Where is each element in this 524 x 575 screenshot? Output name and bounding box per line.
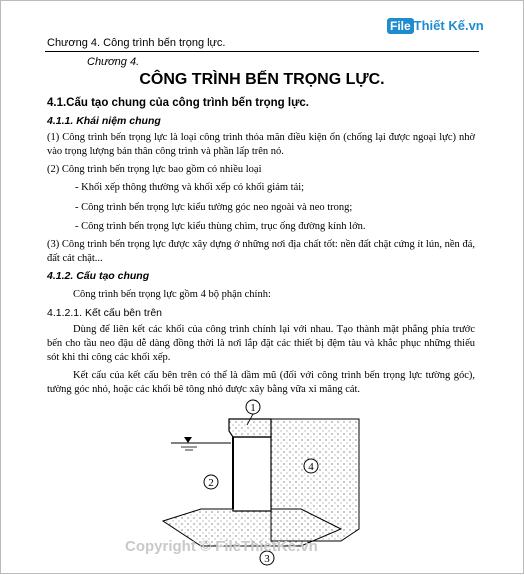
paragraph-3: (3) Công trình bến trọng lực được xây dựng ở những nơi địa chất tốt: nền đất chặt cứng ít lún, nền đá, đất cát chặt... [47, 239, 475, 264]
section-heading-4-1: 4.1.Cấu tạo chung của công trình bến trọng lực. [47, 97, 309, 109]
paragraph-1: (1) Công trình bến trọng lực là loại công trình thỏa mãn điều kiện ổn (chống lại được ngoại lực) nhờ vào trọng lượng bản thân công trình và phần lấp trên nó. [47, 132, 475, 157]
figure-label-1: 1 [250, 402, 256, 414]
bullet-item: - Công trình bến trọng lực kiểu thùng chìm, trục ống đường kính lớn. [75, 221, 366, 232]
logo-text: Thiết Kế.vn [413, 18, 484, 33]
figure-label-3: 3 [264, 553, 270, 565]
quay-wall-cross-section-figure [1, 1, 524, 575]
section-heading-4-1-2: 4.1.2. Cấu tạo chung [47, 270, 150, 282]
figure-label-4: 4 [308, 461, 314, 473]
bullet-item: - Công trình bến trọng lực kiểu tường góc neo ngoài và neo trong; [75, 202, 353, 213]
chapter-label: Chương 4. [87, 56, 140, 68]
gravity-wall-body [233, 437, 271, 511]
running-header: Chương 4. Công trình bến trọng lực. [47, 37, 226, 49]
figure-label-2: 2 [208, 477, 214, 489]
logo-file-badge: File [387, 18, 414, 34]
page-title: CÔNG TRÌNH BẾN TRỌNG LỰC. [139, 71, 385, 88]
copyright-watermark: Copyright © FileThietKe.vn [125, 538, 318, 555]
paragraph-6: Kết cấu của kết cấu bên trên có thể là dầm mũ (đối với công trình bến trọng lực tường góc), tường góc nhỏ, hoặc các khối bê tông nhỏ được xây bằng vữa xi măng cát. [47, 370, 475, 395]
section-heading-4-1-2-1: 4.1.2.1. Kết cấu bên trên [47, 307, 162, 319]
bullet-item: - Khối xếp thông thường và khối xếp có khối giảm tải; [75, 182, 305, 193]
section-heading-4-1-1: 4.1.1. Khái niệm chung [47, 115, 161, 127]
paragraph-4: Công trình bến trọng lực gồm 4 bộ phận chính: [73, 289, 271, 300]
paragraph-2: (2) Công trình bến trọng lực bao gồm có nhiều loại [47, 164, 262, 175]
paragraph-5: Dùng để liên kết các khối của công trình chính lại với nhau. Tạo thành mặt phẳng phía trước bến cho tầu neo đậu dễ dàng đồng thời là nơi lắp đặt các thiết bị đệm tàu và khắc phục những thiếu sót khi thi công các khối xếp. [47, 324, 475, 363]
water-level-icon [184, 437, 192, 443]
cap-beam [229, 419, 271, 437]
